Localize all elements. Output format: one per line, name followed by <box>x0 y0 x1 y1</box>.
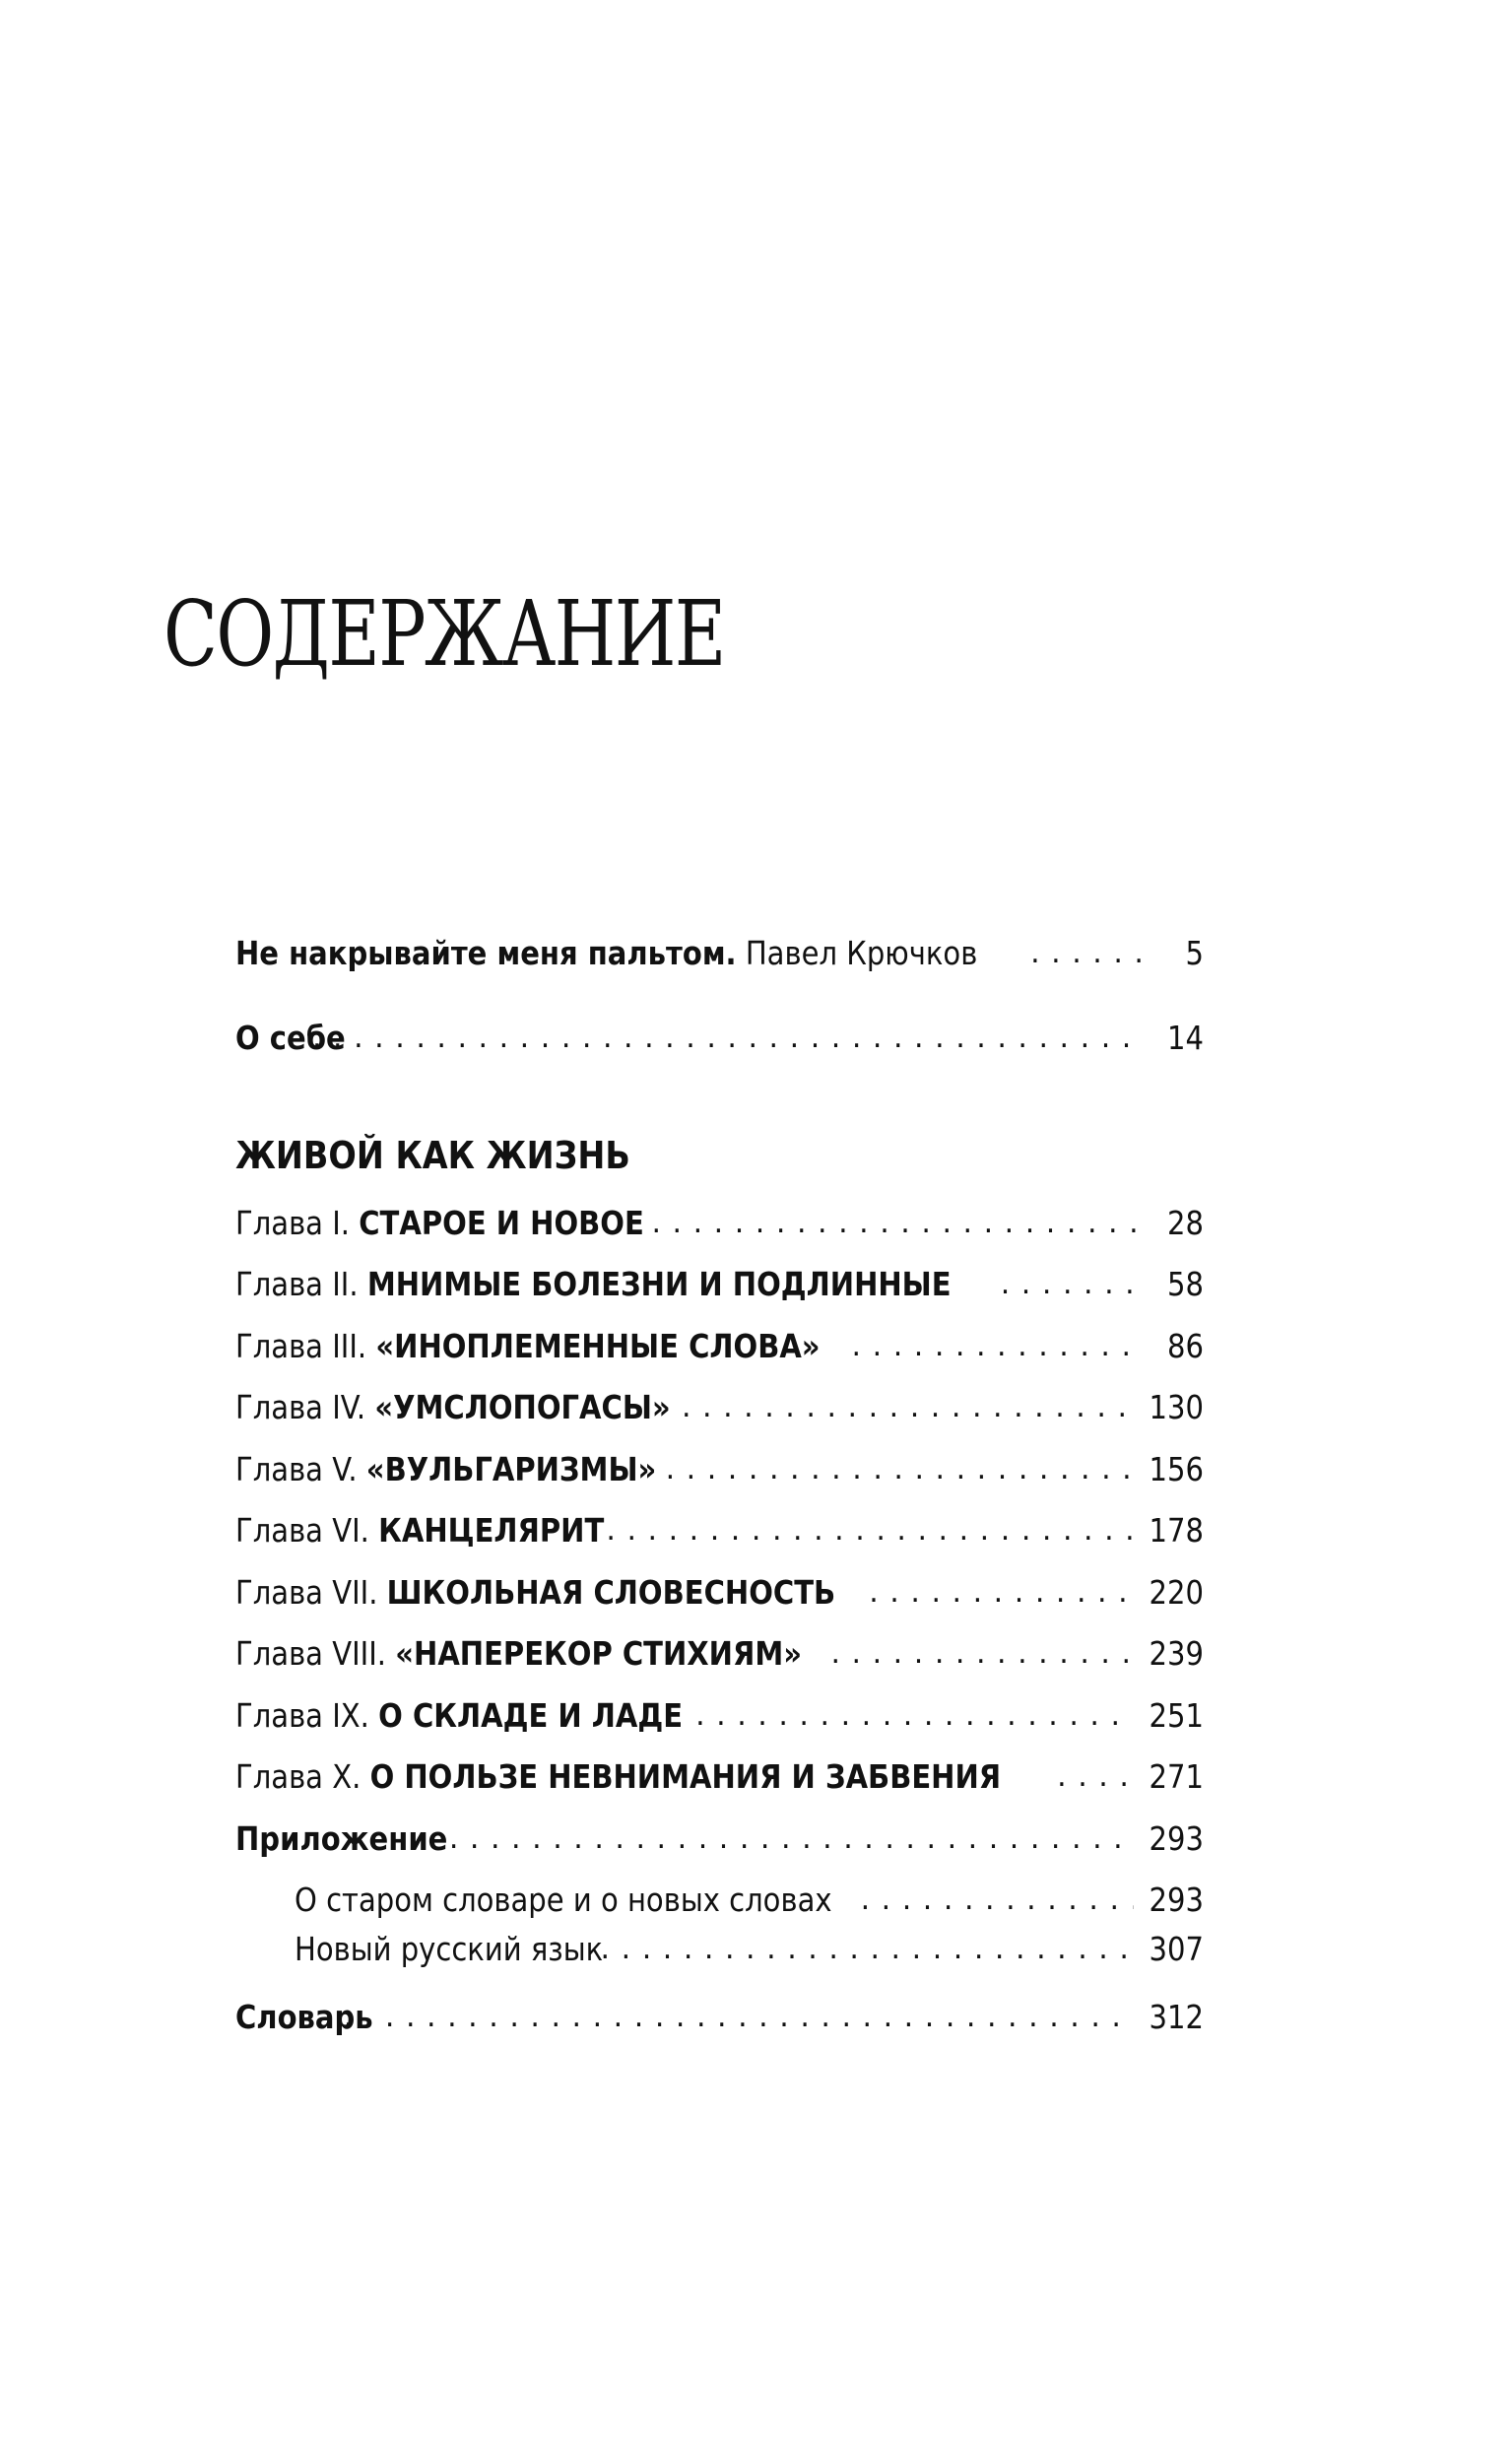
dot-leader <box>830 1632 1134 1676</box>
dot-leader <box>601 1928 1134 1971</box>
toc-entry-text <box>235 1571 835 1615</box>
dot-leader <box>344 1996 1134 2039</box>
chapter-title: О ПОЛЬЗЕ НЕВНИМАНИЯ И ЗАБВЕНИЯ <box>369 1757 1002 1796</box>
toc-entry-appendix[interactable] <box>235 1817 1204 1861</box>
toc-page-number: 14 <box>1167 1019 1204 1057</box>
toc-chapter-8[interactable] <box>235 1632 1204 1676</box>
toc-page-number: 293 <box>1149 1819 1204 1858</box>
chapter-title: О СКЛАДЕ И ЛАДЕ <box>378 1696 684 1735</box>
toc-page-number: 156 <box>1149 1450 1204 1488</box>
toc-entry-text <box>235 1755 1001 1799</box>
dot-leader <box>651 1202 1141 1245</box>
dot-leader <box>869 1571 1134 1615</box>
toc-entry-text <box>235 1202 644 1245</box>
toc-page-number: 28 <box>1167 1204 1204 1242</box>
toc-entry-appendix-old-dictionary[interactable] <box>295 1879 1204 1922</box>
chapter-prefix: Глава I. <box>235 1204 351 1242</box>
toc-entry-text <box>295 1928 603 1971</box>
dot-leader <box>1057 1755 1134 1799</box>
toc-page-number: 58 <box>1167 1265 1204 1303</box>
chapter-prefix: Глава II. <box>235 1265 359 1303</box>
chapter-prefix: Глава III. <box>235 1327 367 1365</box>
toc-chapter-3[interactable] <box>235 1325 1204 1368</box>
toc-page-number: 5 <box>1185 934 1204 972</box>
toc-chapter-5[interactable] <box>235 1448 1204 1491</box>
chapter-title: МНИМЫЕ БОЛЕЗНИ И ПОДЛИННЫЕ <box>366 1265 952 1303</box>
toc-page-number: 220 <box>1149 1573 1204 1612</box>
toc-chapter-6[interactable] <box>235 1509 1204 1552</box>
toc-page-number: 307 <box>1149 1930 1204 1968</box>
chapter-prefix: Глава VI. <box>235 1511 369 1550</box>
dot-leader <box>695 1694 1134 1738</box>
toc-entry-text <box>235 932 977 975</box>
chapter-title: «УМСЛОПОГАСЫ» <box>374 1388 671 1426</box>
chapter-prefix: Глава V. <box>235 1450 358 1488</box>
dot-leader <box>606 1509 1134 1552</box>
chapter-prefix: Глава IV. <box>235 1388 366 1426</box>
chapter-title: «ИНОПЛЕМЕННЫЕ СЛОВА» <box>375 1327 821 1365</box>
toc-entry-text <box>235 1509 604 1552</box>
toc-entry-text <box>235 1817 447 1861</box>
toc-chapter-2[interactable] <box>235 1263 1204 1306</box>
toc-page-number: 271 <box>1149 1757 1204 1796</box>
chapter-title: КАНЦЕЛЯРИТ <box>378 1511 605 1550</box>
chapter-title: «ВУЛЬГАРИЗМЫ» <box>365 1450 657 1488</box>
chapter-title: «НАПЕРЕКОР СТИХИЯМ» <box>395 1634 803 1673</box>
toc-entry-title: О старом словаре и о новых словах <box>295 1881 832 1919</box>
toc-entry-foreword[interactable] <box>235 932 1204 975</box>
toc-entry-about-self[interactable] <box>235 1017 1204 1060</box>
dot-leader <box>666 1448 1134 1491</box>
toc-chapter-9[interactable] <box>235 1694 1204 1738</box>
toc-entry-text <box>235 1448 656 1491</box>
toc-page-number: 178 <box>1149 1511 1204 1550</box>
toc-entry-title: Новый русский язык <box>295 1930 604 1968</box>
dot-leader <box>861 1879 1134 1922</box>
toc-entry-dictionary[interactable] <box>235 1996 1204 2039</box>
toc-entry-title: Словарь <box>235 1998 373 2036</box>
toc-entry-title: Не накрывайте меня пальтом. <box>235 934 737 972</box>
dot-leader <box>1001 1263 1141 1306</box>
dot-leader <box>1030 932 1141 975</box>
section-heading: ЖИВОЙ КАК ЖИЗНЬ <box>235 1134 630 1177</box>
chapter-title: СТАРОЕ И НОВОЕ <box>359 1204 644 1242</box>
toc-entry-title: О себе <box>235 1019 346 1057</box>
chapter-prefix: Глава IX. <box>235 1696 369 1735</box>
toc-page-number: 293 <box>1149 1881 1204 1919</box>
dot-leader <box>852 1325 1141 1368</box>
toc-entry-text <box>235 1694 683 1738</box>
toc-chapter-7[interactable] <box>235 1571 1204 1615</box>
toc-page-number: 312 <box>1149 1998 1204 2036</box>
toc-chapter-1[interactable] <box>235 1202 1204 1245</box>
dot-leader <box>682 1386 1134 1429</box>
toc-entry-text <box>295 1879 832 1922</box>
toc-page-number: 239 <box>1149 1634 1204 1673</box>
toc-chapter-10[interactable] <box>235 1755 1204 1799</box>
toc-entry-text <box>235 1632 802 1676</box>
chapter-prefix: Глава X. <box>235 1757 362 1796</box>
toc-page-number: 86 <box>1167 1327 1204 1365</box>
toc-page-number: 251 <box>1149 1696 1204 1735</box>
toc-entry-text <box>235 1325 821 1368</box>
toc-chapter-4[interactable] <box>235 1386 1204 1429</box>
toc-entry-appendix-new-russian[interactable] <box>295 1928 1204 1971</box>
dot-leader <box>312 1017 1141 1060</box>
toc-entry-title: Приложение <box>235 1819 448 1858</box>
chapter-title: ШКОЛЬНАЯ СЛОВЕСНОСТЬ <box>386 1573 836 1612</box>
page-title: СОДЕРЖАНИЕ <box>164 581 725 687</box>
toc-entry-author: Павел Крючков <box>745 934 978 972</box>
dot-leader <box>428 1817 1134 1861</box>
chapter-prefix: Глава VII. <box>235 1573 378 1612</box>
chapter-prefix: Глава VIII. <box>235 1634 387 1673</box>
toc-entry-text <box>235 1263 952 1306</box>
toc-entry-text <box>235 1386 671 1429</box>
toc-page-number: 130 <box>1149 1388 1204 1426</box>
